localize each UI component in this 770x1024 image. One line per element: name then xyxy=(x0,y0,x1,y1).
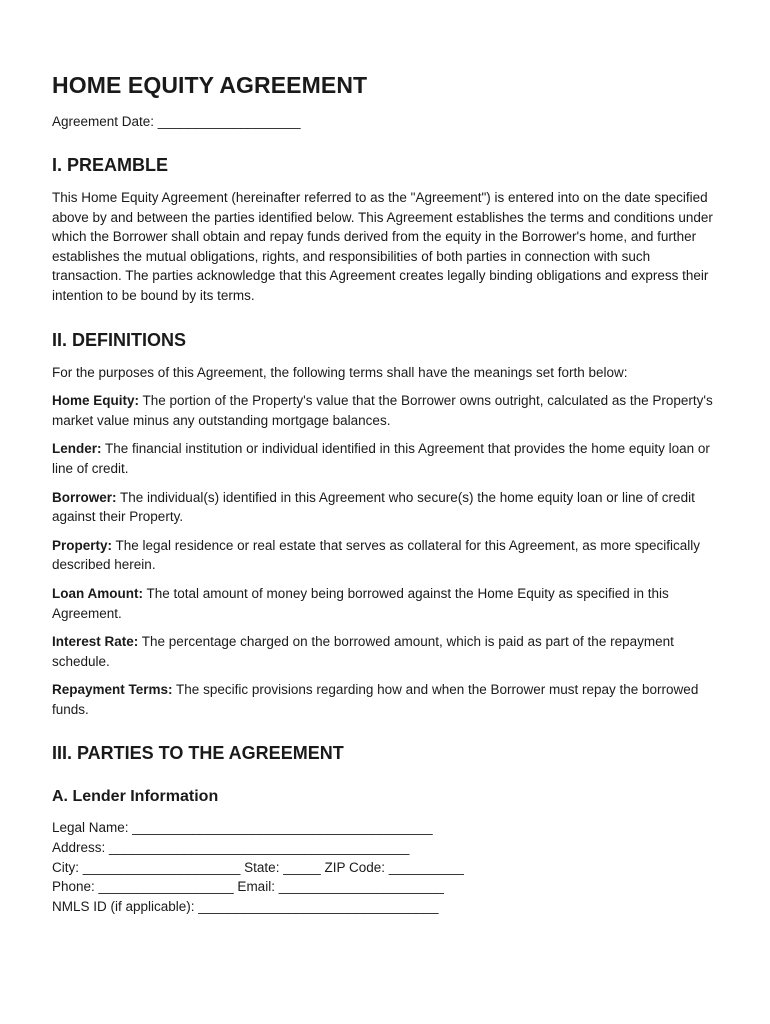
lender-info-form xyxy=(52,818,718,916)
definition-borrower xyxy=(52,488,718,527)
definition-text: The individual(s) identified in this Agreement who secure(s) the home equity loan or line of credit against their Property. xyxy=(52,489,695,525)
definition-term: Home Equity: xyxy=(52,393,140,409)
lender-city-state-zip-field: City: _____________________ State: _____ ZIP Code: __________ xyxy=(52,859,464,875)
lender-legal-name-field: Legal Name: ________________________________________ xyxy=(52,820,433,836)
definition-lender xyxy=(52,439,718,478)
lender-nmls-id-field: NMLS ID (if applicable): ________________________________ xyxy=(52,898,439,914)
definition-text: The specific provisions regarding how and when the Borrower must repay the borrowed funds. xyxy=(52,682,699,717)
preamble-heading: I. PREAMBLE xyxy=(52,155,169,175)
definition-text: The total amount of money being borrowed against the Home Equity as specified in this Agreement. xyxy=(52,585,669,621)
definition-term: Borrower: xyxy=(52,489,117,505)
definition-property xyxy=(52,536,718,575)
definition-text: The legal residence or real estate that serves as collateral for this Agreement, as more specifically described herein. xyxy=(52,537,701,573)
definition-home-equity xyxy=(52,391,718,430)
definition-text: The financial institution or individual identified in this Agreement that provides the home equity loan or line of credit. xyxy=(52,441,710,476)
definition-term: Property: xyxy=(52,537,113,553)
document-title: HOME EQUITY AGREEMENT xyxy=(52,72,368,98)
definition-term: Lender: xyxy=(52,441,102,457)
definition-text: The percentage charged on the borrowed amount, which is paid as part of the repayment schedule. xyxy=(52,634,674,669)
parties-heading: III. PARTIES TO THE AGREEMENT xyxy=(52,743,344,764)
definition-text: The portion of the Property's value that the Borrower owns outright, calculated as the Property's market value minus any outstanding mortgage balances. xyxy=(52,393,713,428)
definition-term: Repayment Terms: xyxy=(52,682,173,698)
definition-term: Loan Amount: xyxy=(52,585,143,601)
definitions-heading: II. DEFINITIONS xyxy=(52,329,187,350)
preamble-text: This Home Equity Agreement (hereinafter referred to as the "Agreement") is entered into on the date specified above by and between the parties identified below. This Agreement establishes the terms and conditions under which the Borrower shall obtain and repay funds derived from the equity in the Borrower's home, and further establishes the mutual obligations, rights, and responsibilities of both parties in connection with such transaction. The parties acknowledge that this Agreement creates legally binding obligations and express their intention to be bound by its terms. xyxy=(52,190,713,303)
definition-loan-amount xyxy=(52,584,718,623)
lender-address-field: Address: ________________________________________ xyxy=(52,840,410,856)
lender-phone-email-field: Phone: __________________ Email: ______________________ xyxy=(52,879,444,895)
definition-repayment-terms xyxy=(52,680,718,719)
agreement-date-field: Agreement Date: ___________________ xyxy=(52,114,301,129)
definition-interest-rate xyxy=(52,632,718,671)
lender-info-heading: A. Lender Information xyxy=(52,788,219,806)
definitions-intro: For the purposes of this Agreement, the following terms shall have the meanings set forth below: xyxy=(52,364,628,380)
definition-term: Interest Rate: xyxy=(52,634,139,650)
